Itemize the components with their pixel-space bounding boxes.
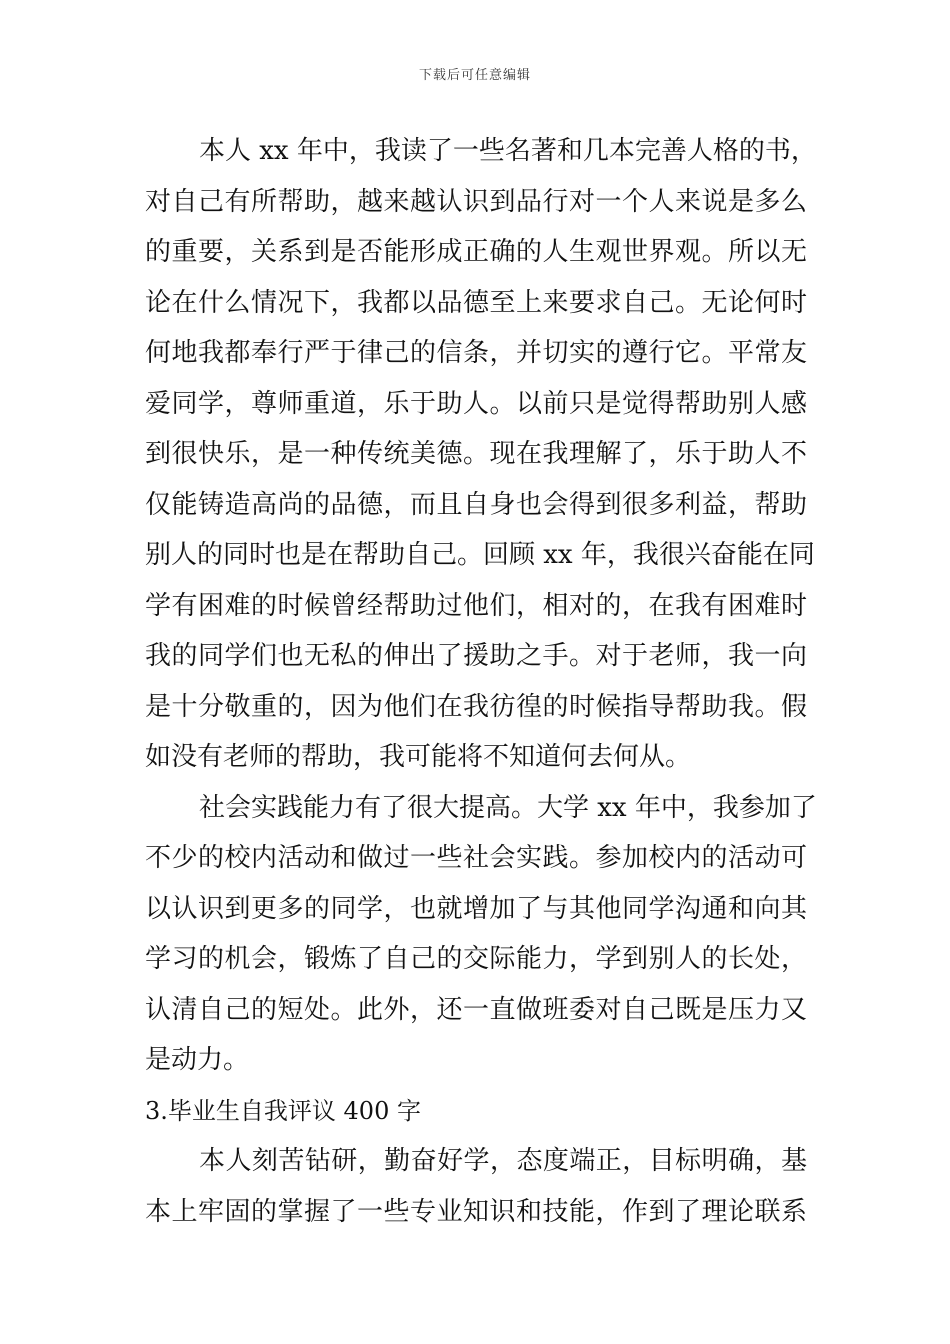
text-line: 论在什么情况下，我都以品德至上来要求自己。无论何时 bbox=[145, 287, 807, 318]
paragraph-3 bbox=[145, 1136, 807, 1237]
text-line: 到很快乐，是一种传统美德。现在我理解了，乐于助人不 bbox=[145, 439, 807, 469]
text-line: 是十分敬重的，因为他们在我彷徨的时候指导帮助我。假 bbox=[145, 691, 807, 722]
page-header: 下载后可任意编辑 bbox=[418, 68, 531, 83]
text-line: 认清自己的短处。此外，还一直做班委对自己既是压力又 bbox=[145, 994, 807, 1025]
text-line: 别人的同时也是在帮助自己。回顾 xx 年，我很兴奋能在同 bbox=[145, 540, 815, 570]
text-line: 我的同学们也无私的伸出了援助之手。对于老师，我一向 bbox=[145, 641, 807, 671]
text-line: 学有困难的时候曾经帮助过他们，相对的，在我有困难时 bbox=[145, 590, 807, 621]
text-line: 本人刻苦钻研，勤奋好学，态度端正，目标明确，基 bbox=[199, 1146, 807, 1176]
paragraph-1 bbox=[145, 126, 817, 783]
text-line: 的重要，关系到是否能形成正确的人生观世界观。所以无 bbox=[145, 237, 807, 267]
section-heading bbox=[145, 1086, 807, 1137]
text-line: 仅能铸造高尚的品德，而且自身也会得到很多利益，帮助 bbox=[145, 489, 807, 520]
paragraph-2 bbox=[145, 783, 817, 1086]
text-line: 本上牢固的掌握了一些专业知识和技能，作到了理论联系 bbox=[145, 1196, 807, 1227]
document-body bbox=[145, 126, 817, 1237]
text-line: 爱同学，尊师重道，乐于助人。以前只是觉得帮助别人感 bbox=[145, 388, 807, 419]
heading-line: 3.毕业生自我评议 400 字 bbox=[145, 1096, 421, 1125]
text-line: 不少的校内活动和做过一些社会实践。参加校内的活动可 bbox=[145, 843, 807, 873]
text-line: 何地我都奉行严于律己的信条，并切实的遵行它。平常友 bbox=[145, 338, 807, 368]
text-line: 如没有老师的帮助，我可能将不知道何去何从。 bbox=[145, 742, 692, 772]
text-line: 本人 xx 年中，我读了一些名著和几本完善人格的书， bbox=[199, 136, 817, 166]
text-line: 以认识到更多的同学，也就增加了与其他同学沟通和向其 bbox=[145, 893, 807, 924]
text-line: 学习的机会，锻炼了自己的交际能力，学到别人的长处， bbox=[145, 944, 807, 974]
text-line: 社会实践能力有了很大提高。大学 xx 年中，我参加了 bbox=[199, 792, 817, 823]
text-line: 对自己有所帮助，越来越认识到品行对一个人来说是多么 bbox=[145, 186, 807, 217]
text-line: 是动力。 bbox=[145, 1045, 250, 1075]
